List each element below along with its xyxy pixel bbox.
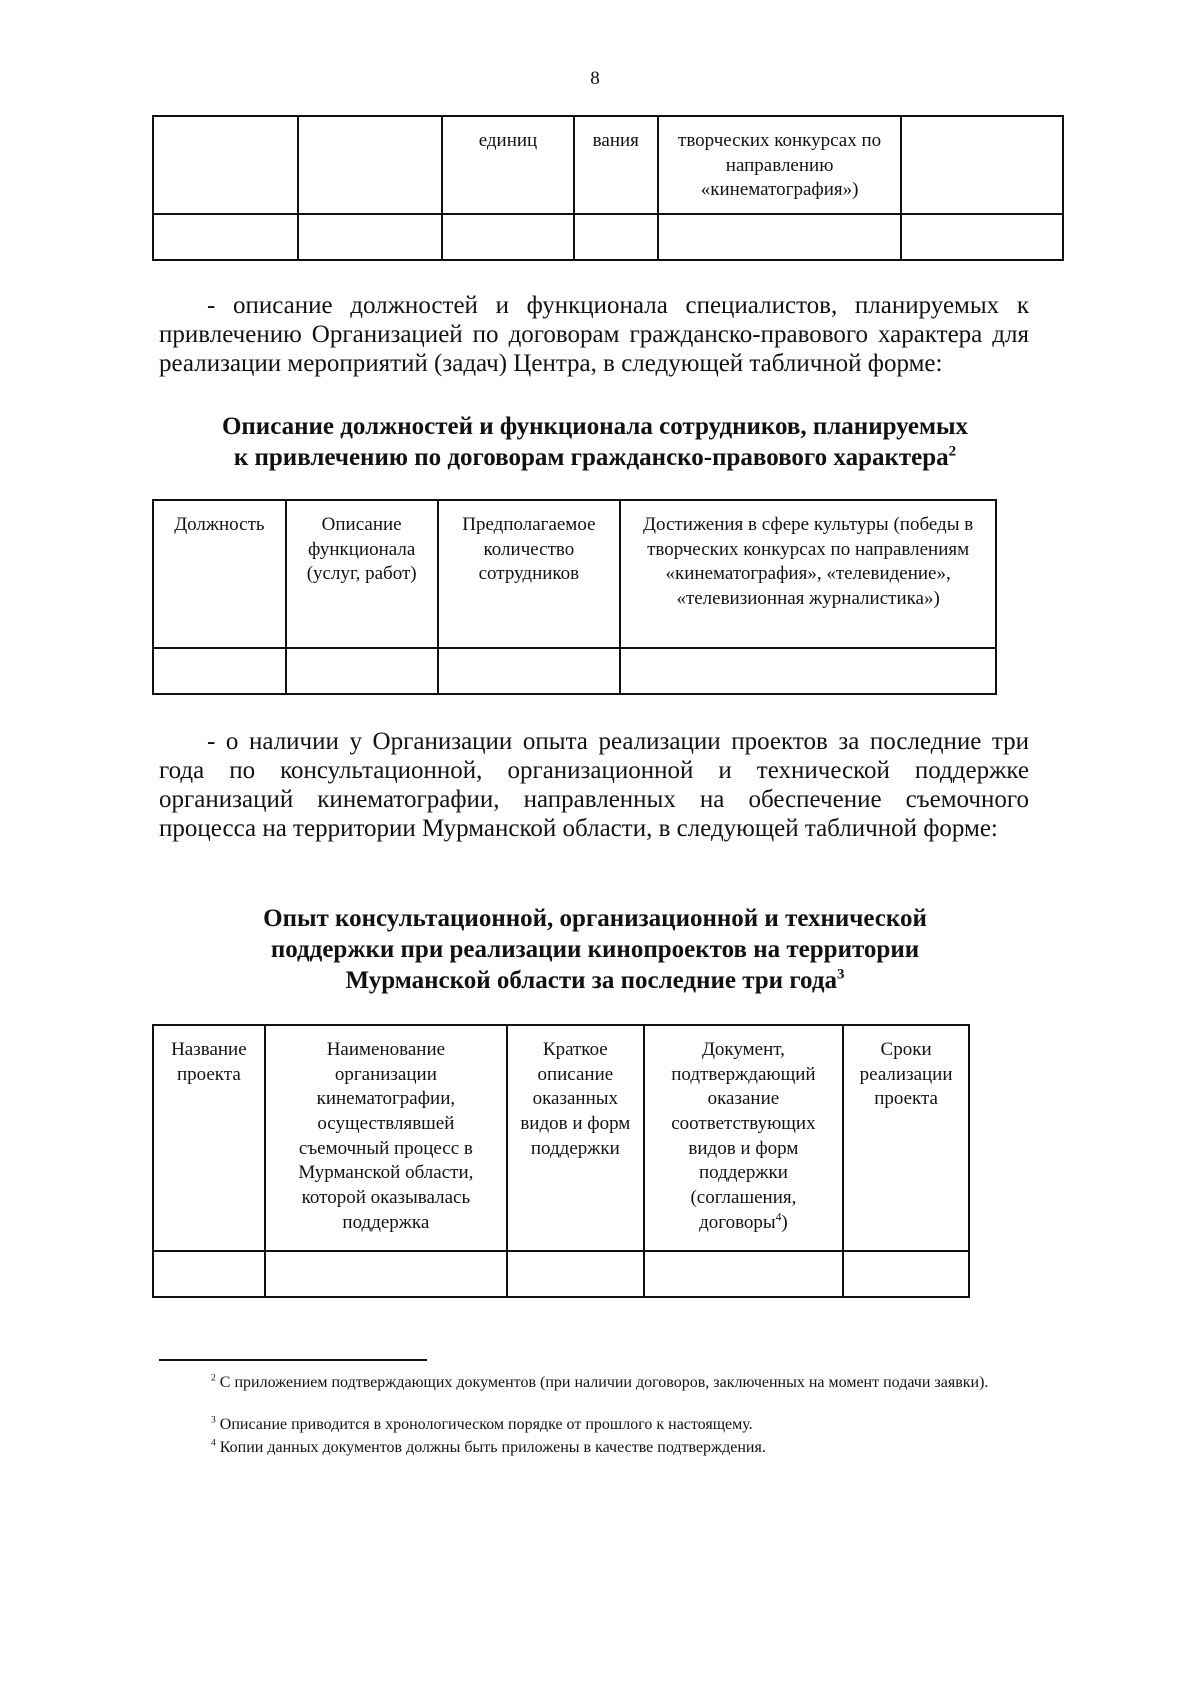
table-cell: творческих конкурсах по направлению «кинематография»)	[658, 116, 902, 214]
column-header: Должность	[153, 500, 286, 648]
column-header: Достижения в сфере культуры (победы в творческих конкурсах по направлениям «кинематография», «телевидение», «телевизионная журналистика»)	[620, 500, 996, 648]
table-cell	[901, 116, 1063, 214]
table-cell	[438, 648, 621, 694]
footnote-number: 4	[211, 1437, 216, 1449]
table-cell	[298, 214, 443, 260]
heading-line: Опыт консультационной, организационной и технической	[263, 905, 927, 932]
footnote-ref: 3	[837, 966, 845, 983]
column-header: Краткое описание оказанных видов и форм поддержки	[507, 1025, 644, 1251]
heading-line: Мурманской области за последние три года$^3$	[345, 966, 845, 994]
heading-experience	[150, 903, 1040, 996]
footnote-separator	[159, 1359, 427, 1361]
table-cell	[658, 214, 902, 260]
table-cell: вания	[574, 116, 658, 214]
footnote: $^4$ Копии данных документов должны быть приложены в качестве подтверждения.	[211, 1437, 766, 1456]
table-row	[153, 1251, 969, 1297]
continuation-table	[152, 115, 1064, 261]
column-header: Название проекта	[153, 1025, 265, 1251]
table-cell	[286, 648, 438, 694]
positions-table	[152, 499, 997, 695]
table-cell	[574, 214, 658, 260]
page-number: 8	[590, 68, 600, 89]
table-cell	[644, 1251, 844, 1297]
table-cell	[265, 1251, 507, 1297]
footnote-number: 3	[211, 1414, 216, 1426]
table-cell	[153, 648, 286, 694]
table-cell: единиц	[442, 116, 574, 214]
table-row	[153, 648, 996, 694]
heading-line: к привлечению по договорам гражданско-правового характера$^2$	[233, 443, 957, 471]
table-cell	[843, 1251, 969, 1297]
column-header: Предполагаемое количество сотрудников	[438, 500, 621, 648]
footnote: $^3$ Описание приводится в хронологическом порядке от прошлого к настоящему.	[211, 1414, 753, 1433]
paragraph-specialists: - описание должностей и функционала специалистов, планируемых к привлечению Организацией по договорам гражданско-правового характера для реализации мероприятий (задач) Центра, в следующей табличной форме:	[159, 292, 1029, 377]
table-cell	[901, 214, 1063, 260]
table-cell	[153, 214, 298, 260]
column-header: Сроки реализации проекта	[843, 1025, 969, 1251]
paragraph-experience: - о наличии у Организации опыта реализации проектов за последние три года по консультационной, организационной и технической поддержке организаций кинематографии, направленных на обеспечение съемочного процесса на территории Мурманской области, в следующей табличной форме:	[159, 728, 1029, 842]
footnote-ref: 2	[948, 443, 957, 460]
heading-line: поддержки при реализации кинопроектов на территории	[270, 936, 920, 963]
column-header: Наименование организации кинематографии, осуществлявшей съемочный процесс в Мурманской области, которой оказывалась поддержка	[265, 1025, 507, 1251]
table-cell	[442, 214, 574, 260]
table-header-row	[153, 500, 996, 648]
table-cell	[298, 116, 443, 214]
table-cell	[153, 116, 298, 214]
experience-table	[152, 1024, 970, 1298]
footnote: $^2$ С приложением подтверждающих документов (при наличии договоров, заключенных на момент подачи заявки).	[211, 1372, 989, 1391]
heading-line: Описание должностей и функционала сотрудников, планируемых	[221, 413, 969, 440]
table-header-row	[153, 1025, 969, 1251]
column-header: Документ, подтверждающий оказание соответствующих видов и форм поддержки (соглашения, договоры$^4$)	[644, 1025, 844, 1251]
footnote-number: 2	[211, 1372, 216, 1384]
table-cell	[153, 1251, 265, 1297]
column-header: Описание функционала (услуг, работ)	[286, 500, 438, 648]
heading-positions	[150, 411, 1040, 473]
table-row	[153, 214, 1063, 260]
table-cell	[507, 1251, 644, 1297]
table-cell	[620, 648, 996, 694]
footnote-ref: 4	[775, 1211, 782, 1224]
table-row	[153, 116, 1063, 214]
